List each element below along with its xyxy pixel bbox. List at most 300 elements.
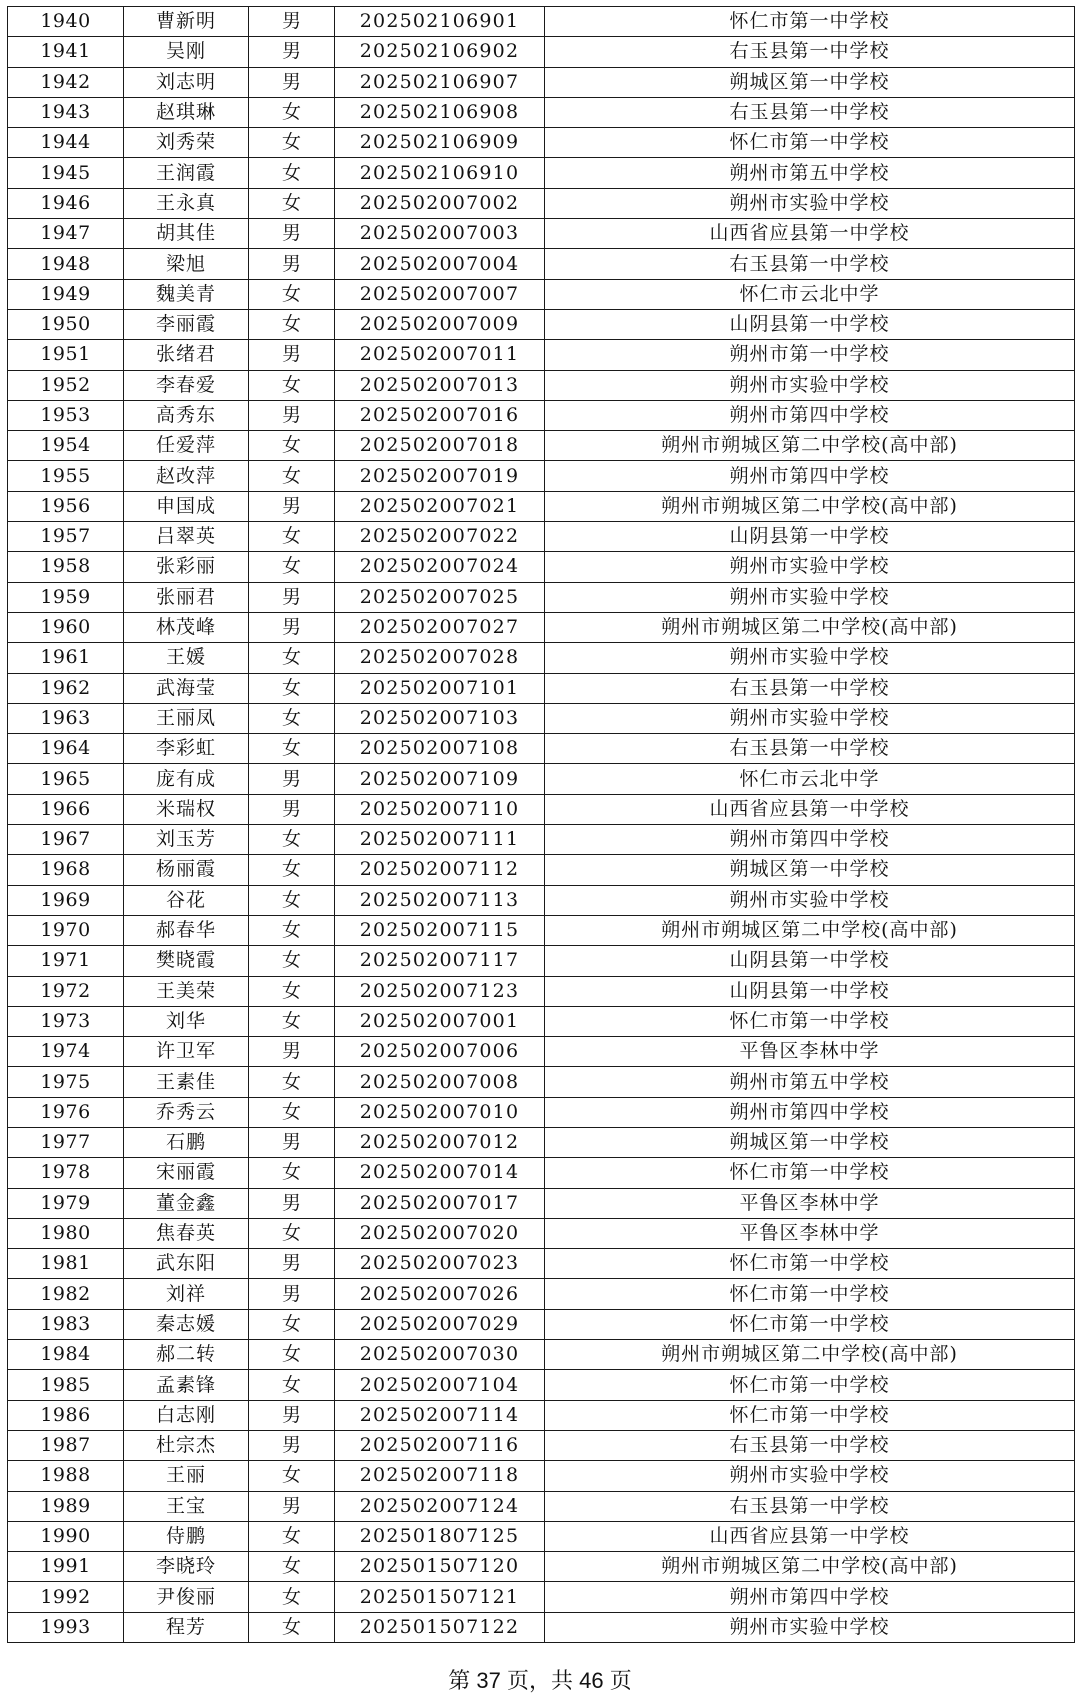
gender-cell: 男	[249, 1037, 335, 1067]
row-number-cell: 1945	[8, 158, 124, 188]
exam-id-cell: 202502007115	[335, 915, 545, 945]
exam-id-cell: 202502007113	[335, 885, 545, 915]
table-row	[8, 1188, 1075, 1218]
gender-cell: 男	[249, 1491, 335, 1521]
exam-id-cell: 202502007110	[335, 794, 545, 824]
row-number-cell: 1982	[8, 1279, 124, 1309]
table-row	[8, 703, 1075, 733]
school-cell: 朔州市第一中学校	[545, 340, 1075, 370]
gender-cell: 男	[249, 1400, 335, 1430]
name-cell: 梁旭	[124, 249, 249, 279]
school-cell: 怀仁市第一中学校	[545, 7, 1075, 37]
gender-cell: 女	[249, 1309, 335, 1339]
school-cell: 朔州市第五中学校	[545, 1067, 1075, 1097]
exam-id-cell: 202502106901	[335, 7, 545, 37]
table-row	[8, 1612, 1075, 1642]
school-cell: 怀仁市云北中学	[545, 279, 1075, 309]
exam-id-cell: 202502106907	[335, 67, 545, 97]
row-number-cell: 1952	[8, 370, 124, 400]
table-row	[8, 340, 1075, 370]
school-cell: 朔州市朔城区第二中学校(高中部)	[545, 491, 1075, 521]
gender-cell: 男	[249, 1249, 335, 1279]
school-cell: 怀仁市第一中学校	[545, 1158, 1075, 1188]
school-cell: 怀仁市第一中学校	[545, 1309, 1075, 1339]
exam-id-cell: 202502007007	[335, 279, 545, 309]
table-row	[8, 1309, 1075, 1339]
gender-cell: 男	[249, 67, 335, 97]
table-row	[8, 582, 1075, 612]
school-cell: 朔州市朔城区第二中学校(高中部)	[545, 915, 1075, 945]
row-number-cell: 1943	[8, 97, 124, 127]
name-cell: 王素佳	[124, 1067, 249, 1097]
school-cell: 怀仁市第一中学校	[545, 1400, 1075, 1430]
gender-cell: 女	[249, 431, 335, 461]
name-cell: 侍鹏	[124, 1521, 249, 1551]
name-cell: 董金鑫	[124, 1188, 249, 1218]
gender-cell: 女	[249, 1097, 335, 1127]
exam-id-cell: 202502007108	[335, 734, 545, 764]
table-row	[8, 400, 1075, 430]
gender-cell: 男	[249, 400, 335, 430]
name-cell: 李丽霞	[124, 309, 249, 339]
gender-cell: 男	[249, 794, 335, 824]
row-number-cell: 1962	[8, 673, 124, 703]
exam-id-cell: 202502007118	[335, 1461, 545, 1491]
name-cell: 高秀东	[124, 400, 249, 430]
exam-id-cell: 202502007104	[335, 1370, 545, 1400]
row-number-cell: 1954	[8, 431, 124, 461]
gender-cell: 女	[249, 370, 335, 400]
exam-id-cell: 202502007112	[335, 855, 545, 885]
school-cell: 平鲁区李林中学	[545, 1037, 1075, 1067]
gender-cell: 女	[249, 946, 335, 976]
name-cell: 杜宗杰	[124, 1430, 249, 1460]
name-cell: 李春爱	[124, 370, 249, 400]
exam-id-cell: 202502007019	[335, 461, 545, 491]
row-number-cell: 1993	[8, 1612, 124, 1642]
name-cell: 李晓玲	[124, 1552, 249, 1582]
name-cell: 秦志媛	[124, 1309, 249, 1339]
gender-cell: 男	[249, 7, 335, 37]
name-cell: 吴刚	[124, 37, 249, 67]
gender-cell: 女	[249, 309, 335, 339]
school-cell: 朔州市实验中学校	[545, 643, 1075, 673]
row-number-cell: 1992	[8, 1582, 124, 1612]
row-number-cell: 1983	[8, 1309, 124, 1339]
row-number-cell: 1959	[8, 582, 124, 612]
table-row	[8, 1249, 1075, 1279]
gender-cell: 女	[249, 522, 335, 552]
gender-cell: 女	[249, 1461, 335, 1491]
table-row	[8, 1340, 1075, 1370]
table-row	[8, 431, 1075, 461]
table-row	[8, 188, 1075, 218]
row-number-cell: 1957	[8, 522, 124, 552]
exam-id-cell: 202502007024	[335, 552, 545, 582]
gender-cell: 女	[249, 1582, 335, 1612]
row-number-cell: 1971	[8, 946, 124, 976]
table-row	[8, 1400, 1075, 1430]
school-cell: 山西省应县第一中学校	[545, 794, 1075, 824]
gender-cell: 男	[249, 249, 335, 279]
school-cell: 平鲁区李林中学	[545, 1188, 1075, 1218]
exam-id-cell: 202502106909	[335, 128, 545, 158]
table-row	[8, 1097, 1075, 1127]
exam-id-cell: 202502106910	[335, 158, 545, 188]
row-number-cell: 1989	[8, 1491, 124, 1521]
school-cell: 右玉县第一中学校	[545, 734, 1075, 764]
row-number-cell: 1980	[8, 1218, 124, 1248]
row-number-cell: 1964	[8, 734, 124, 764]
school-cell: 朔州市实验中学校	[545, 370, 1075, 400]
exam-id-cell: 202502007111	[335, 825, 545, 855]
table-row	[8, 370, 1075, 400]
gender-cell: 女	[249, 825, 335, 855]
name-cell: 米瑞权	[124, 794, 249, 824]
row-number-cell: 1956	[8, 491, 124, 521]
school-cell: 朔州市实验中学校	[545, 188, 1075, 218]
school-cell: 怀仁市第一中学校	[545, 1370, 1075, 1400]
name-cell: 曹新明	[124, 7, 249, 37]
row-number-cell: 1990	[8, 1521, 124, 1551]
school-cell: 怀仁市第一中学校	[545, 1249, 1075, 1279]
school-cell: 朔城区第一中学校	[545, 67, 1075, 97]
school-cell: 朔州市第四中学校	[545, 825, 1075, 855]
exam-id-cell: 202502007017	[335, 1188, 545, 1218]
name-cell: 王美荣	[124, 976, 249, 1006]
table-row	[8, 1521, 1075, 1551]
table-row	[8, 915, 1075, 945]
row-number-cell: 1941	[8, 37, 124, 67]
table-row	[8, 976, 1075, 1006]
school-cell: 山阴县第一中学校	[545, 976, 1075, 1006]
school-cell: 怀仁市第一中学校	[545, 1279, 1075, 1309]
exam-id-cell: 202502007116	[335, 1430, 545, 1460]
gender-cell: 男	[249, 219, 335, 249]
school-cell: 山阴县第一中学校	[545, 946, 1075, 976]
row-number-cell: 1950	[8, 309, 124, 339]
table-row	[8, 1158, 1075, 1188]
name-cell: 尹俊丽	[124, 1582, 249, 1612]
gender-cell: 女	[249, 97, 335, 127]
exam-id-cell: 202502007018	[335, 431, 545, 461]
school-cell: 朔州市实验中学校	[545, 885, 1075, 915]
exam-id-cell: 202502007016	[335, 400, 545, 430]
name-cell: 张绪君	[124, 340, 249, 370]
exam-id-cell: 202502007117	[335, 946, 545, 976]
school-cell: 朔州市实验中学校	[545, 1612, 1075, 1642]
row-number-cell: 1965	[8, 764, 124, 794]
school-cell: 右玉县第一中学校	[545, 97, 1075, 127]
gender-cell: 女	[249, 128, 335, 158]
row-number-cell: 1940	[8, 7, 124, 37]
row-number-cell: 1942	[8, 67, 124, 97]
roster-table	[7, 6, 1075, 1643]
row-number-cell: 1987	[8, 1430, 124, 1460]
table-row	[8, 219, 1075, 249]
name-cell: 刘华	[124, 1006, 249, 1036]
gender-cell: 女	[249, 1006, 335, 1036]
exam-id-cell: 202502007001	[335, 1006, 545, 1036]
name-cell: 白志刚	[124, 1400, 249, 1430]
school-cell: 平鲁区李林中学	[545, 1218, 1075, 1248]
table-row	[8, 764, 1075, 794]
exam-id-cell: 202502007101	[335, 673, 545, 703]
exam-id-cell: 202502007008	[335, 1067, 545, 1097]
gender-cell: 男	[249, 491, 335, 521]
table-row	[8, 1037, 1075, 1067]
gender-cell: 女	[249, 279, 335, 309]
name-cell: 王媛	[124, 643, 249, 673]
gender-cell: 女	[249, 915, 335, 945]
school-cell: 朔州市朔城区第二中学校(高中部)	[545, 1340, 1075, 1370]
exam-id-cell: 202502007020	[335, 1218, 545, 1248]
table-row	[8, 643, 1075, 673]
table-row	[8, 1552, 1075, 1582]
gender-cell: 女	[249, 673, 335, 703]
gender-cell: 女	[249, 734, 335, 764]
school-cell: 朔州市实验中学校	[545, 1461, 1075, 1491]
gender-cell: 女	[249, 158, 335, 188]
school-cell: 怀仁市第一中学校	[545, 1006, 1075, 1036]
name-cell: 申国成	[124, 491, 249, 521]
exam-id-cell: 202502007109	[335, 764, 545, 794]
gender-cell: 男	[249, 1430, 335, 1460]
school-cell: 右玉县第一中学校	[545, 1430, 1075, 1460]
school-cell: 山西省应县第一中学校	[545, 1521, 1075, 1551]
gender-cell: 男	[249, 340, 335, 370]
gender-cell: 男	[249, 1188, 335, 1218]
exam-id-cell: 202502007014	[335, 1158, 545, 1188]
gender-cell: 男	[249, 1127, 335, 1157]
gender-cell: 女	[249, 552, 335, 582]
name-cell: 任爱萍	[124, 431, 249, 461]
name-cell: 刘秀荣	[124, 128, 249, 158]
name-cell: 胡其佳	[124, 219, 249, 249]
name-cell: 许卫军	[124, 1037, 249, 1067]
table-row	[8, 37, 1075, 67]
school-cell: 朔州市第四中学校	[545, 1097, 1075, 1127]
row-number-cell: 1961	[8, 643, 124, 673]
exam-id-cell: 202502007023	[335, 1249, 545, 1279]
exam-id-cell: 202502106902	[335, 37, 545, 67]
table-row	[8, 885, 1075, 915]
page-number-footer: 第 37 页，共 46 页	[448, 1668, 632, 1693]
row-number-cell: 1953	[8, 400, 124, 430]
table-row	[8, 734, 1075, 764]
gender-cell: 女	[249, 1158, 335, 1188]
table-row	[8, 1370, 1075, 1400]
exam-id-cell: 202502007004	[335, 249, 545, 279]
name-cell: 谷花	[124, 885, 249, 915]
row-number-cell: 1985	[8, 1370, 124, 1400]
row-number-cell: 1970	[8, 915, 124, 945]
gender-cell: 女	[249, 188, 335, 218]
exam-id-cell: 202502007003	[335, 219, 545, 249]
row-number-cell: 1951	[8, 340, 124, 370]
name-cell: 庞有成	[124, 764, 249, 794]
row-number-cell: 1977	[8, 1127, 124, 1157]
table-row	[8, 855, 1075, 885]
exam-id-cell: 202502007025	[335, 582, 545, 612]
exam-id-cell: 202502007026	[335, 1279, 545, 1309]
row-number-cell: 1967	[8, 825, 124, 855]
row-number-cell: 1946	[8, 188, 124, 218]
school-cell: 朔州市朔城区第二中学校(高中部)	[545, 431, 1075, 461]
exam-id-cell: 202502007103	[335, 703, 545, 733]
school-cell: 朔州市实验中学校	[545, 552, 1075, 582]
gender-cell: 女	[249, 885, 335, 915]
row-number-cell: 1949	[8, 279, 124, 309]
gender-cell: 女	[249, 1340, 335, 1370]
row-number-cell: 1975	[8, 1067, 124, 1097]
row-number-cell: 1969	[8, 885, 124, 915]
table-row	[8, 1127, 1075, 1157]
gender-cell: 女	[249, 855, 335, 885]
row-number-cell: 1968	[8, 855, 124, 885]
table-row	[8, 7, 1075, 37]
exam-id-cell: 202502007011	[335, 340, 545, 370]
row-number-cell: 1988	[8, 1461, 124, 1491]
table-row	[8, 1491, 1075, 1521]
exam-id-cell: 202502007009	[335, 309, 545, 339]
name-cell: 郝二转	[124, 1340, 249, 1370]
roster-table-body	[8, 7, 1075, 1643]
school-cell: 怀仁市云北中学	[545, 764, 1075, 794]
school-cell: 朔州市第四中学校	[545, 1582, 1075, 1612]
exam-id-cell: 202501807125	[335, 1521, 545, 1551]
gender-cell: 女	[249, 703, 335, 733]
exam-id-cell: 202502007028	[335, 643, 545, 673]
name-cell: 程芳	[124, 1612, 249, 1642]
school-cell: 朔州市朔城区第二中学校(高中部)	[545, 612, 1075, 642]
name-cell: 吕翠英	[124, 522, 249, 552]
table-row	[8, 309, 1075, 339]
table-row	[8, 1218, 1075, 1248]
name-cell: 王丽	[124, 1461, 249, 1491]
school-cell: 朔州市朔城区第二中学校(高中部)	[545, 1552, 1075, 1582]
gender-cell: 女	[249, 976, 335, 1006]
name-cell: 武东阳	[124, 1249, 249, 1279]
row-number-cell: 1991	[8, 1552, 124, 1582]
name-cell: 杨丽霞	[124, 855, 249, 885]
gender-cell: 女	[249, 461, 335, 491]
school-cell: 怀仁市第一中学校	[545, 128, 1075, 158]
school-cell: 山阴县第一中学校	[545, 522, 1075, 552]
table-row	[8, 249, 1075, 279]
table-row	[8, 491, 1075, 521]
school-cell: 朔城区第一中学校	[545, 855, 1075, 885]
exam-id-cell: 202502007123	[335, 976, 545, 1006]
table-row	[8, 97, 1075, 127]
row-number-cell: 1955	[8, 461, 124, 491]
table-row	[8, 1067, 1075, 1097]
row-number-cell: 1978	[8, 1158, 124, 1188]
exam-id-cell: 202501507120	[335, 1552, 545, 1582]
name-cell: 张丽君	[124, 582, 249, 612]
row-number-cell: 1984	[8, 1340, 124, 1370]
school-cell: 朔州市实验中学校	[545, 582, 1075, 612]
exam-id-cell: 202502007029	[335, 1309, 545, 1339]
gender-cell: 女	[249, 1370, 335, 1400]
name-cell: 樊晓霞	[124, 946, 249, 976]
exam-id-cell: 202502007114	[335, 1400, 545, 1430]
school-cell: 山阴县第一中学校	[545, 309, 1075, 339]
exam-id-cell: 202502007124	[335, 1491, 545, 1521]
table-row	[8, 946, 1075, 976]
gender-cell: 女	[249, 1612, 335, 1642]
name-cell: 王永真	[124, 188, 249, 218]
gender-cell: 男	[249, 764, 335, 794]
table-row	[8, 1461, 1075, 1491]
table-row	[8, 128, 1075, 158]
table-row	[8, 794, 1075, 824]
row-number-cell: 1944	[8, 128, 124, 158]
name-cell: 刘祥	[124, 1279, 249, 1309]
table-row	[8, 461, 1075, 491]
table-row	[8, 552, 1075, 582]
row-number-cell: 1948	[8, 249, 124, 279]
table-row	[8, 67, 1075, 97]
row-number-cell: 1976	[8, 1097, 124, 1127]
school-cell: 朔州市第四中学校	[545, 400, 1075, 430]
gender-cell: 女	[249, 643, 335, 673]
gender-cell: 男	[249, 1279, 335, 1309]
table-row	[8, 279, 1075, 309]
name-cell: 魏美青	[124, 279, 249, 309]
gender-cell: 女	[249, 1521, 335, 1551]
exam-id-cell: 202502007012	[335, 1127, 545, 1157]
table-row	[8, 1582, 1075, 1612]
name-cell: 宋丽霞	[124, 1158, 249, 1188]
gender-cell: 女	[249, 1218, 335, 1248]
school-cell: 右玉县第一中学校	[545, 249, 1075, 279]
gender-cell: 男	[249, 612, 335, 642]
row-number-cell: 1979	[8, 1188, 124, 1218]
school-cell: 右玉县第一中学校	[545, 673, 1075, 703]
name-cell: 王丽凤	[124, 703, 249, 733]
gender-cell: 女	[249, 1552, 335, 1582]
table-row	[8, 158, 1075, 188]
exam-id-cell: 202501507121	[335, 1582, 545, 1612]
row-number-cell: 1974	[8, 1037, 124, 1067]
school-cell: 朔州市实验中学校	[545, 703, 1075, 733]
name-cell: 郝春华	[124, 915, 249, 945]
name-cell: 赵改萍	[124, 461, 249, 491]
row-number-cell: 1958	[8, 552, 124, 582]
name-cell: 乔秀云	[124, 1097, 249, 1127]
row-number-cell: 1972	[8, 976, 124, 1006]
exam-id-cell: 202502007022	[335, 522, 545, 552]
school-cell: 朔州市第四中学校	[545, 461, 1075, 491]
row-number-cell: 1973	[8, 1006, 124, 1036]
name-cell: 张彩丽	[124, 552, 249, 582]
school-cell: 山西省应县第一中学校	[545, 219, 1075, 249]
row-number-cell: 1986	[8, 1400, 124, 1430]
name-cell: 李彩虹	[124, 734, 249, 764]
school-cell: 右玉县第一中学校	[545, 37, 1075, 67]
gender-cell: 男	[249, 37, 335, 67]
table-row	[8, 1279, 1075, 1309]
gender-cell: 男	[249, 582, 335, 612]
school-cell: 朔州市第五中学校	[545, 158, 1075, 188]
name-cell: 孟素锋	[124, 1370, 249, 1400]
name-cell: 林茂峰	[124, 612, 249, 642]
table-row	[8, 1430, 1075, 1460]
row-number-cell: 1960	[8, 612, 124, 642]
row-number-cell: 1966	[8, 794, 124, 824]
table-row	[8, 825, 1075, 855]
